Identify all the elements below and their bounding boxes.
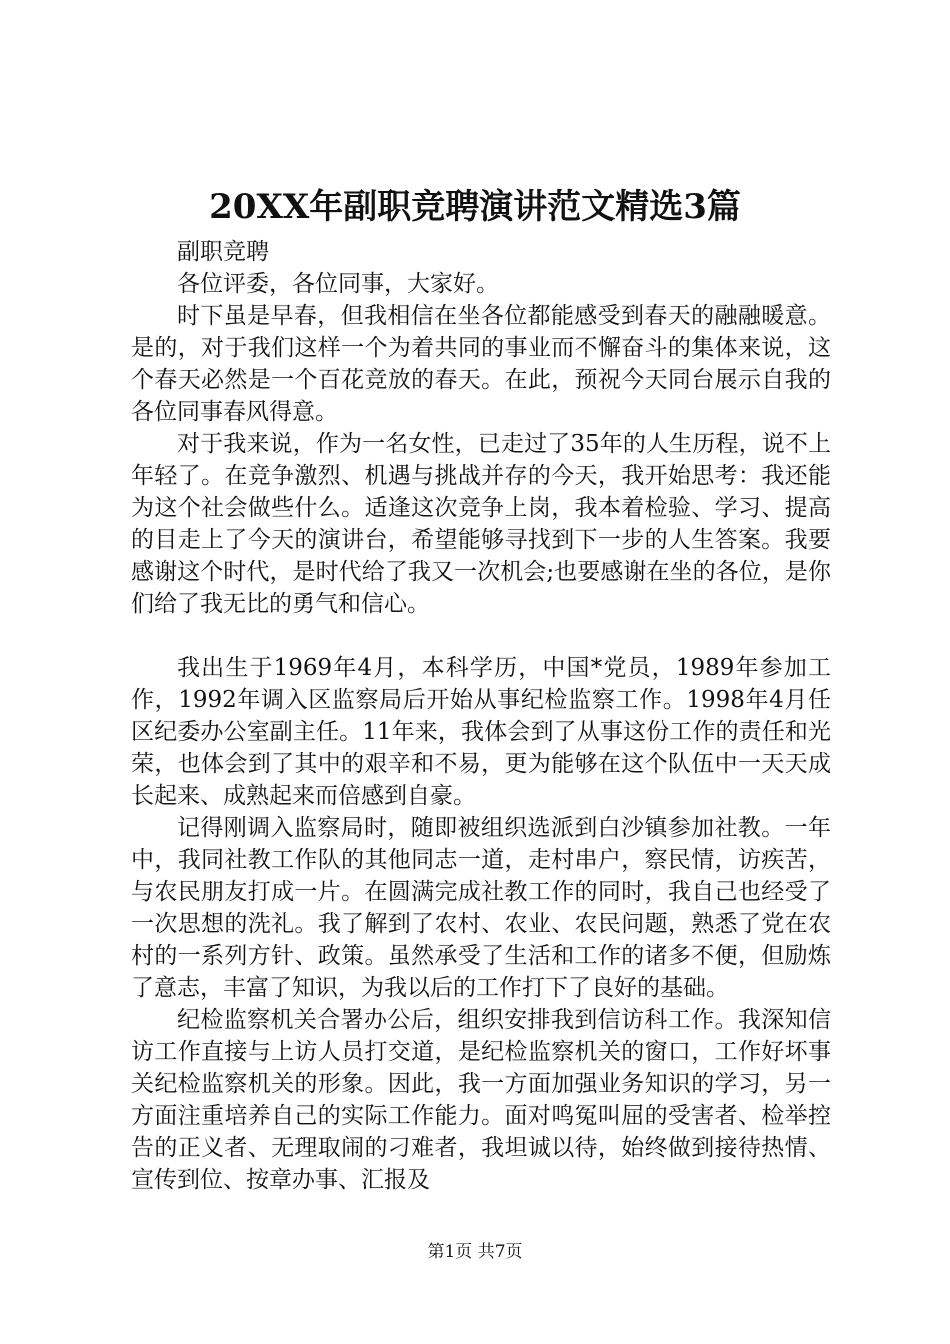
document-body <box>131 236 831 1196</box>
document-title: 20XX年副职竞聘演讲范文精选3篇 <box>209 187 741 227</box>
paragraph: 我出生于1969年4月，本科学历，中国*党员，1989年参加工作，1992年调入区监察局后开始从事纪检监察工作。1998年4月任区纪委办公室副主任。11年来，我体会到了从事这份工作的责任和光荣，也体会到了其中的艰辛和不易，更为能够在这个队伍中一天天成长起来、成熟起来而倍感到自豪。 <box>131 655 831 809</box>
paragraph: 时下虽是早春，但我相信在坐各位都能感受到春天的融融暖意。是的，对于我们这样一个为着共同的事业而不懈奋斗的集体来说，这个春天必然是一个百花竞放的春天。在此，预祝今天同台展示自我的各位同事春风得意。 <box>131 303 831 425</box>
paragraph: 对于我来说，作为一名女性，已走过了35年的人生历程，说不上年轻了。在竞争激烈、机遇与挑战并存的今天，我开始思考：我还能为这个社会做些什么。适逢这次竞争上岗，我本着检验、学习、提高的目走上了今天的演讲台，希望能够寻找到下一步的人生答案。我要感谢这个时代，是时代给了我又一次机会;也要感谢在坐的各位，是你们给了我无比的勇气和信心。 <box>131 431 831 617</box>
paragraph-greeting: 各位评委，各位同事，大家好。 <box>177 271 499 297</box>
page-footer: 第1页 共7页 <box>427 1242 523 1262</box>
paragraph: 纪检监察机关合署办公后，组织安排我到信访科工作。我深知信访工作直接与上访人员打交道，是纪检监察机关的窗口，工作好坏事关纪检监察机关的形象。因此，我一方面加强业务知识的学习，另一方面注重培养自己的实际工作能力。面对鸣冤叫屈的受害者、检举控告的正义者、无理取闹的刁难者，我坦诚以待，始终做到接待热情、宣传到位、按章办事、汇报及 <box>131 1007 831 1193</box>
paragraph-subtitle: 副职竞聘 <box>177 239 269 265</box>
paragraph: 记得刚调入监察局时，随即被组织选派到白沙镇参加社教。一年中，我同社教工作队的其他同志一道，走村串户，察民情，访疾苦，与农民朋友打成一片。在圆满完成社教工作的同时，我自己也经受了一次思想的洗礼。我了解到了农村、农业、农民问题，熟悉了党在农村的一系列方针、政策。虽然承受了生活和工作的诸多不便，但励炼了意志，丰富了知识，为我以后的工作打下了良好的基础。 <box>131 815 831 1001</box>
